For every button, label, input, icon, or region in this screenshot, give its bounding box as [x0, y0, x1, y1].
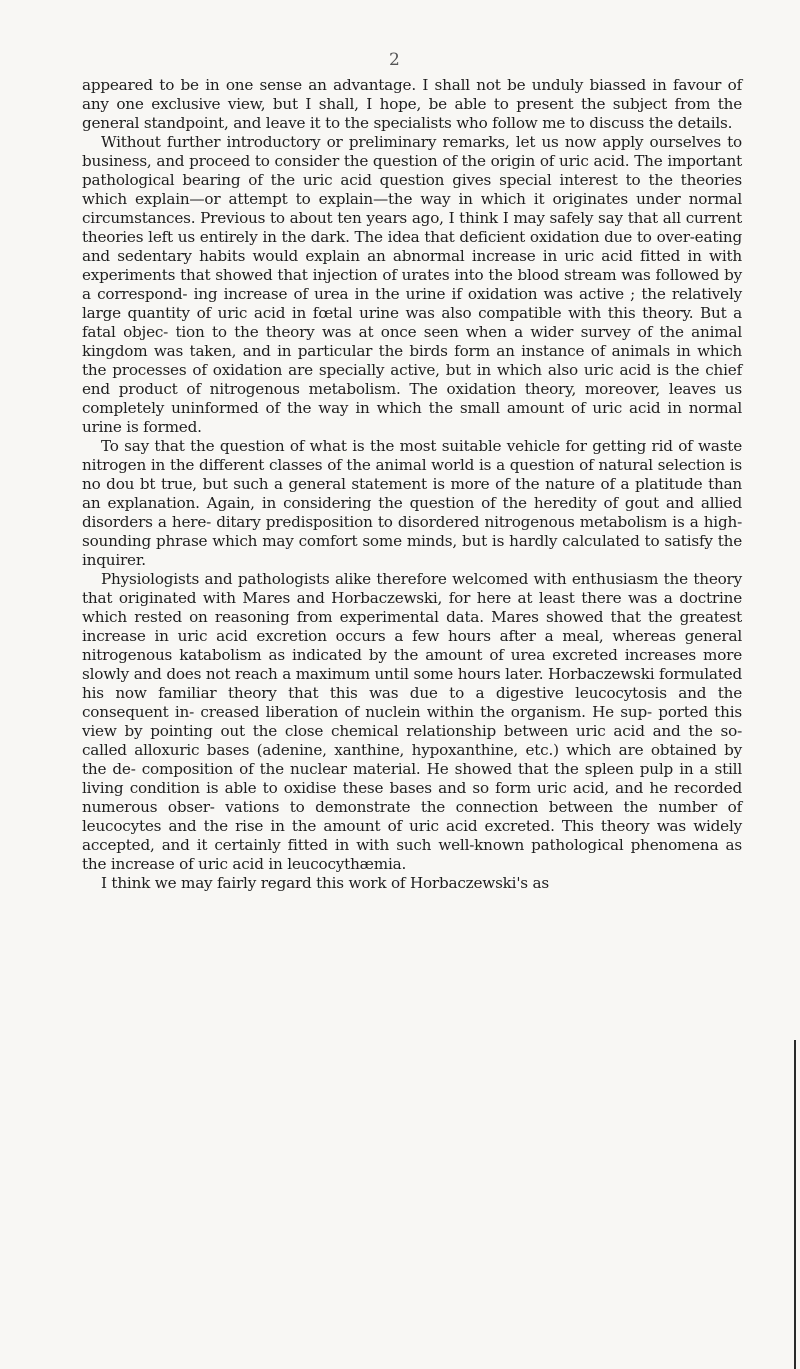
paragraph: appeared to be in one sense an advantage. I shall not be unduly biassed in favour of any one exclusive view, but I shall, I hope, be able to present the subject from the general standpoint, and leave it to the specialists who follow me to discuss the details. — [82, 76, 742, 132]
paragraph: Physiologists and pathologists alike therefore welcomed with enthusiasm the theory that originated with Mares and Horbaczewski, for here at least there was a doctrine which rested on reasoning from experimental data. Mares showed that the greatest increase in uric acid excretion occurs a few hours after a meal, whereas general nitrogenous katabolism as indicated by the amount of urea excreted increases more slowly and does not reach a maximum until some hours later. Horbaczewski formulated his now familiar theory that this was due to a digestive leucocytosis and the consequent in- creased liberation of nuclein within the organism. He sup- ported this view by pointing out the close chemical relationship between uric acid and the so-called alloxuric bases (adenine, xanthine, hypoxanthine, etc.) which are obtained by the de- composition of the nuclear material. He showed that the spleen pulp in a still living condition is able to oxidise these bases and so form uric acid, and he recorded numerous obser- vations to demonstrate the connection between the number of leucocytes and the rise in the amount of uric acid excreted. This theory was widely accepted, and it certainly fitted in with such well-known pathological phenomena as the increase of uric acid in leucocythæmia. — [82, 570, 742, 873]
page-number: 2 — [389, 50, 400, 70]
body-text — [82, 76, 742, 893]
page-edge-line — [794, 1040, 796, 1369]
paragraph: To say that the question of what is the most suitable vehicle for getting rid of waste nitrogen in the different classes of the animal world is a question of natural selection is no dou bt true, but such a general statement is more of the nature of a platitude than an explanation. Again, in considering the question of the heredity of gout and allied disorders a here- ditary predisposition to disordered nitrogenous metabolism is a high-sounding phrase which may comfort some minds, but is hardly calculated to satisfy the inquirer. — [82, 437, 742, 569]
paragraph: Without further introductory or preliminary remarks, let us now apply ourselves to business, and proceed to consider the question of the origin of uric acid. The important pathological bearing of the uric acid question gives special interest to the theories which explain—or attempt to explain—the way in which it originates under normal circumstances. Previous to about ten years ago, I think I may safely say that all current theories left us entirely in the dark. The idea that deficient oxidation due to over-eating and sedentary habits would explain an abnormal increase in uric acid fitted in with experiments that showed that injection of urates into the blood stream was followed by a correspond- ing increase of urea in the urine if oxidation was active ; the relatively large quantity of uric acid in fœtal urine was also compatible with this theory. But a fatal objec- tion to the theory was at once seen when a wider survey of the animal kingdom was taken, and in particular the birds form an instance of animals in which the processes of oxidation are specially active, but in which also uric acid is the chief end product of nitrogenous metabolism. The oxidation theory, moreover, leaves us completely uninformed of the way in which the small amount of uric acid in normal urine is formed. — [82, 133, 742, 436]
paragraph: I think we may fairly regard this work of Horbaczewski's as — [101, 874, 549, 892]
